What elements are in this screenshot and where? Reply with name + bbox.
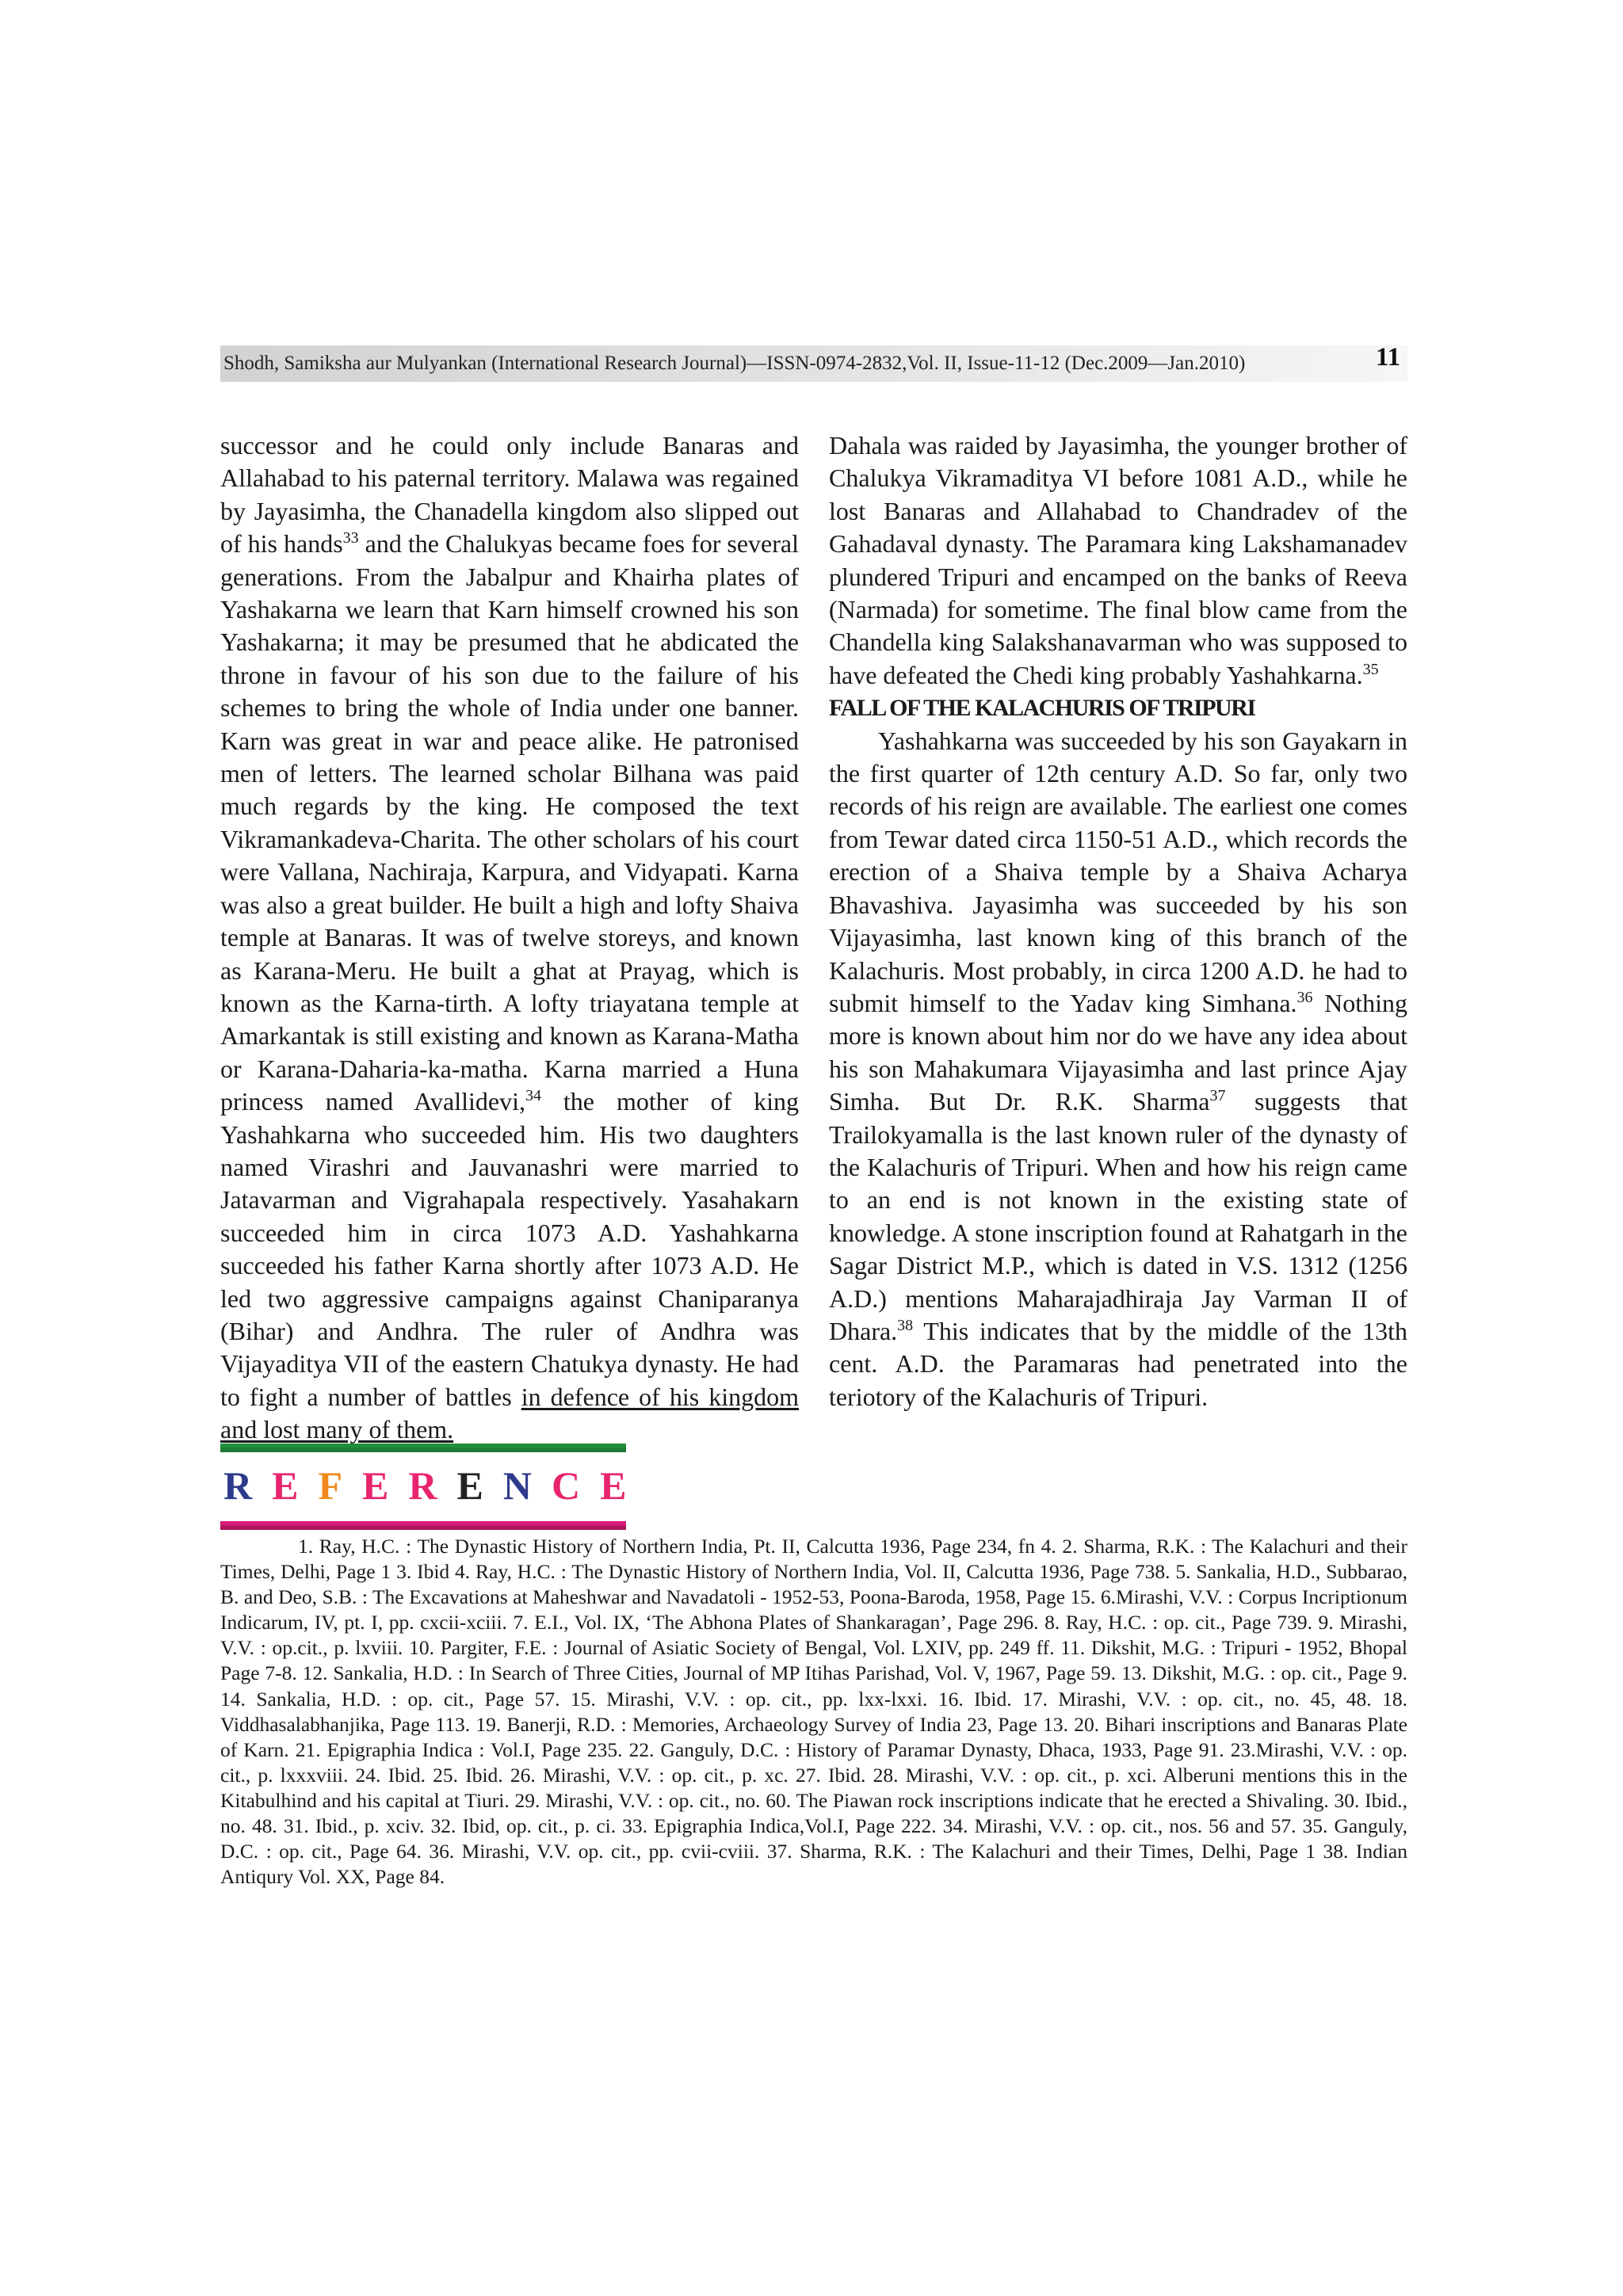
right-text-2: Yashahkarna was succeeded by his son Gayakarn in the first quarter of 12th century A.D. So far, only two records of his reign are available. The earliest one comes from Tewar dated circa 1150-51 A.D., which records the erection of a Shaiva temple by a Shaiva Acharya Bhavashiva. Jayasimha was succeeded by his son Vijayasimha, last known king of this branch of the Kalachuris. Most probably, in circa 1200 A.D. he had to submit himself to the Yadav king Simhana. bbox=[829, 726, 1407, 1017]
footnote-ref-36: 36 bbox=[1296, 988, 1313, 1006]
journal-header: Shodh, Samiksha aur Mulyankan (International Research Journal)—ISSN-0974-2832,Vol. II, Issue-11-12 (Dec.2009—Jan.2010) bbox=[223, 353, 1246, 374]
section-heading: FALL OF THE KALACHURIS OF TRIPURI bbox=[829, 695, 1255, 722]
reference-list bbox=[220, 1534, 1407, 1890]
right-text-1: Dahala was raided by Jayasimha, the younger brother of Chalukya Vikramaditya VI before 1081 A.D., while he lost Banaras and Allahabad to Chandradev of the Gahadaval dynasty. The Paramara king Lakshamanadev plundered Tripuri and encamped on the banks of Reeva (Narmada) for sometime. The final blow came from the Chandella king Salakshanavarman who was supposed to have defeated the Chedi king probably Yashahkarna. bbox=[829, 431, 1407, 689]
page-number: 11 bbox=[1376, 343, 1401, 372]
reference-title-letter: N bbox=[502, 1463, 532, 1508]
left-text-2: and the Chalukyas became foes for several generations. From the Jabalpur and Khairha plates of Yashakarna we learn that Karn himself crowned his son Yashakarna; it may be presumed that he abdicated the throne in favour of his son due to the failure of his schemes to bring the whole of India under one banner. Karn was great in war and peace alike. He patronised men of letters. The learned scholar Bilhana was paid much regards by the king. He composed the text Vikramankadeva-Charita. The other scholars of his court were Vallana, Nachiraja, Karpura, and Vidyapati. Karna was also a great builder. He built a high and lofty Shaiva temple at Banaras. It was of twelve storeys, and known as Karana-Meru. He built a ghat at Prayag, which is known as the Karna-tirth. A lofty triayatana temple at Amarkantak is still existing and known as Karana-Matha or Karana-Daharia-ka-matha. Karna married a Huna princess named Avallidevi, bbox=[220, 529, 800, 1116]
reference-title bbox=[223, 1458, 646, 1513]
left-column bbox=[220, 429, 799, 1447]
footnote-ref-34: 34 bbox=[525, 1087, 541, 1105]
reference-title-letter: E bbox=[272, 1463, 299, 1508]
reference-title-letter: R bbox=[408, 1463, 437, 1508]
right-text-3: Nothing more is known about him nor do we have any idea about his son Mahakumara Vijayasimha and last prince Ajay Simha. But Dr. R.K. Sharma bbox=[829, 988, 1408, 1116]
left-text-underlined: in defence of his kingdom and lost many of them. bbox=[220, 1382, 799, 1444]
reference-title-letter: C bbox=[551, 1463, 581, 1508]
left-text-1: successor and he could only include Banaras and Allahabad to his paternal territory. Malawa was regained by Jayasimha, the Chanadella kingdom also slipped out of his hands bbox=[220, 431, 799, 559]
left-text-3: the mother of king Yashahkarna who succeeded him. His two daughters named Virashri and Jauvanashri were married to Jatavarman and Vigrahapala respectively. Yasahakarn succeeded him in circa 1073 A.D. Yashahkarna succeeded his father Karna shortly after 1073 A.D. He led two aggressive campaigns against Chaniparanya (Bihar) and Andhra. The ruler of Andhra was Vijayaditya VII of the eastern Chatukya dynasty. He had to fight a number of battles bbox=[220, 1087, 799, 1411]
footnote-ref-37: 37 bbox=[1209, 1087, 1226, 1105]
reference-title-letter: F bbox=[318, 1463, 343, 1508]
footnote-ref-35: 35 bbox=[1362, 660, 1379, 678]
left-paragraph bbox=[220, 429, 799, 1447]
reference-divider-top bbox=[220, 1444, 626, 1452]
reference-title-letter: E bbox=[362, 1463, 389, 1508]
right-column bbox=[829, 429, 1407, 1413]
footnote-ref-33: 33 bbox=[342, 529, 359, 547]
reference-title-letter: E bbox=[456, 1463, 483, 1508]
reference-title-letter: R bbox=[223, 1463, 253, 1508]
right-text-5: This indicates that by the middle of the 13th cent. A.D. the Paramaras had penetrated into the teriotory of the Kalachuris of Tripuri. bbox=[829, 1316, 1407, 1411]
reference-divider-bottom bbox=[220, 1521, 626, 1530]
right-paragraph-1 bbox=[829, 429, 1407, 692]
reference-text: 1. Ray, H.C. : The Dynastic History of Northern India, Pt. II, Calcutta 1936, Page 234, fn 4. 2. Sharma, R.K. : The Kalachuri and their Times, Delhi, Page 1 3. Ibid 4. Ray, H.C. : The Dynastic History of Northern India, Vol. II, Calcutta 1936, Page 738. 5. Sankalia, H.D., Subbarao, B. and Deo, S.B. : The Excavations at Maheshwar and Navadatoli - 1952-53, Poona-Baroda, 1958, Page 15. 6.Mirashi, V.V. : Corpus Incriptionum Indicarum, IV, pt. I, pp. cxcii-xciii. 7. E.I., Vol. IX, ‘The Abhona Plates of Shankaragan’, Page 296. 8. Ray, H.C. : op. cit., Page 739. 9. Mirashi, V.V. : op.cit., p. lxviii. 10. Pargiter, F.E. : Journal of Asiatic Society of Bengal, Vol. LXIV, pp. 249 ff. 11. Dikshit, M.G. : Tripuri - 1952, Bhopal Page 7-8. 12. Sankalia, H.D. : In Search of Three Cities, Journal of MP Itihas Parishad, Vol. V, 1967, Page 59. 13. Dikshit, M.G. : op. cit., Page 9. 14. Sankalia, H.D. : op. cit., Page 57. 15. Mirashi, V.V. : op. cit., pp. lxx-lxxi. 16. Ibid. 17. Mirashi, V.V. : op. cit., no. 45, 48. 18. Viddhasalabhanjika, Page 113. 19. Banerji, R.D. : Memories, Archaeology Survey of India 23, Page 13. 20. Bihari inscriptions and Banaras Plate of Karn. 21. Epigraphia Indica : Vol.I, Page 235. 22. Ganguly, D.C. : History of Paramar Dynasty, Dhaca, 1933, Page 91. 23.Mirashi, V.V. : op. cit., p. lxxxviii. 24. Ibid. 25. Ibid. 26. Mirashi, V.V. : op. cit., p. xc. 27. Ibid. 28. Mirashi, V.V. : op. cit., p. xci. Alberuni mentions this in the Kitabulhind and his capital at Tiuri. 29. Mirashi, V.V. : op. cit., no. 60. The Piawan rock inscriptions indicate that he erected a Shivaling. 30. Ibid., no. 48. 31. Ibid., p. xciv. 32. Ibid, op. cit., p. ci. 33. Epigraphia Indica,Vol.I, Page 222. 34. Mirashi, V.V. : op. cit., nos. 56 and 57. 35. Ganguly, D.C. : op. cit., Page 64. 36. Mirashi, V.V. op. cit., pp. cvii-cviii. 37. Sharma, R.K. : The Kalachuri and their Times, Delhi, Page 1 38. Indian Antiqury Vol. XX, Page 84. bbox=[220, 1535, 1407, 1889]
right-paragraph-2 bbox=[829, 725, 1407, 1414]
reference-title-letter: E bbox=[600, 1463, 627, 1508]
footnote-ref-38: 38 bbox=[897, 1316, 914, 1334]
right-text-4: suggests that Trailokyamalla is the last known ruler of the dynasty of the Kalachuris of Tripuri. When and how his reign came to an end is not known in the existing state of knowledge. A stone inscription found at Rahatgarh in the Sagar District M.P., which is dated in V.S. 1312 (1256 A.D.) mentions Maharajadhiraja Jay Varman II of Dhara. bbox=[829, 1087, 1408, 1345]
